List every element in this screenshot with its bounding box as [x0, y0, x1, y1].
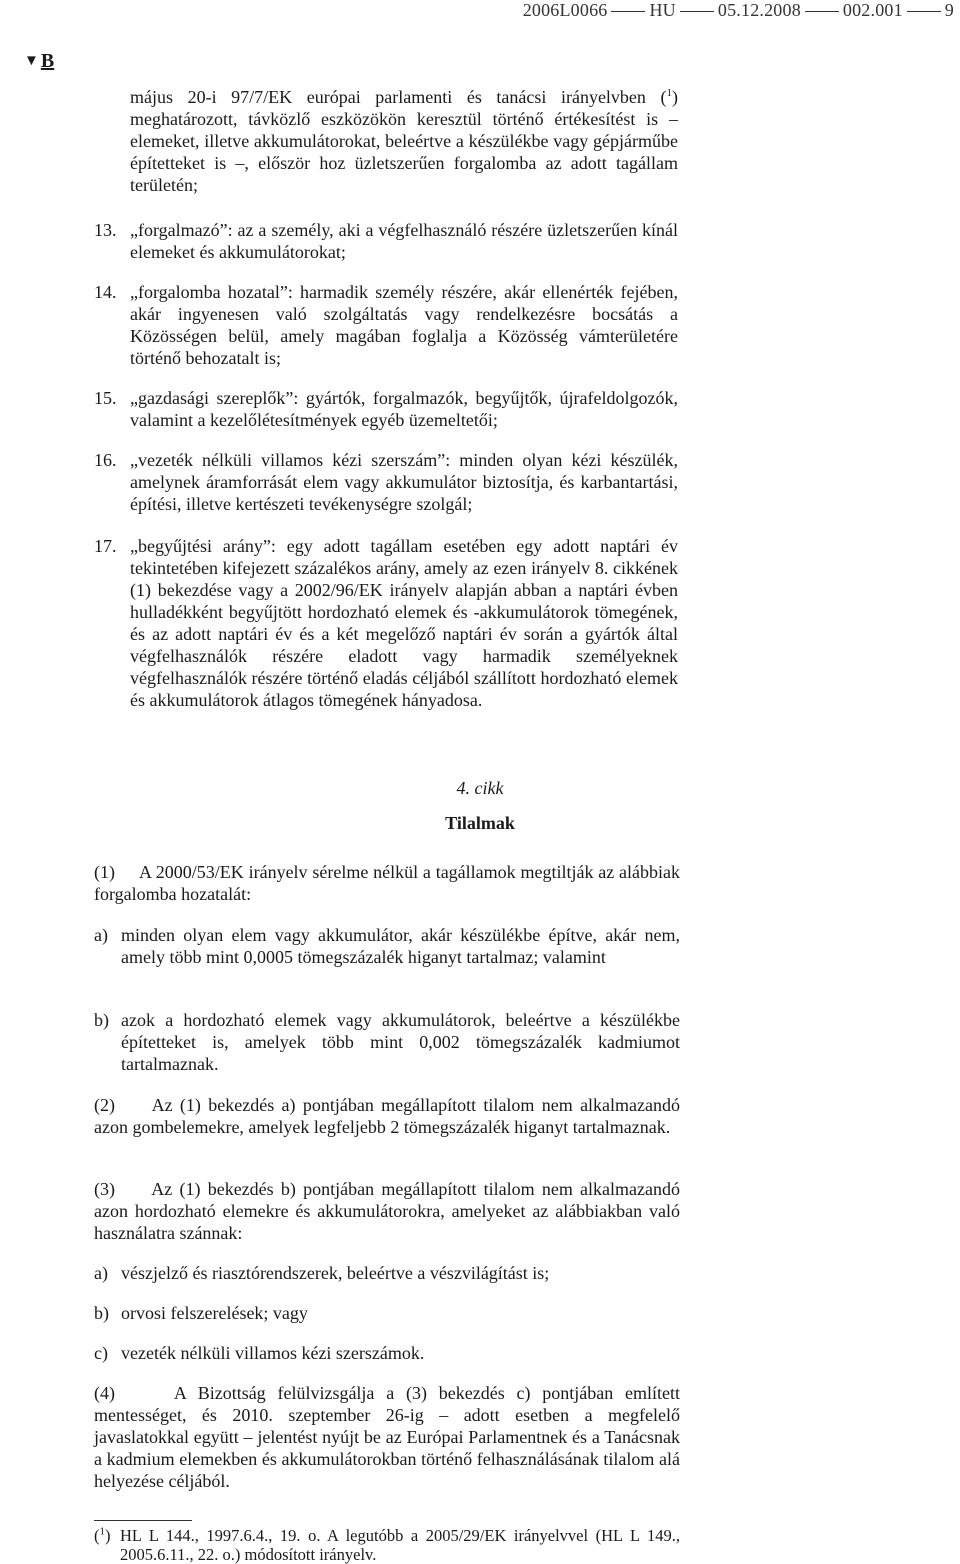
article-number: 4. cikk — [456, 778, 504, 798]
paragraph-number: (3) — [94, 1179, 115, 1199]
definition-text: „begyűjtési arány”: egy adott tagállam esetében egy adott naptári év tekintetében kifejezett százalékos arány, amely az ezen irányelv 8. cikkének (1) bekezdése vagy a 2002/96/EK irányelv alapján abban a naptári évben hulladékként begyűjtött hordozható elemek és -akkumulátorok tömegének, és az adott naptári év és a két megelőző naptári év során a gyártók által végfelhasználók részére eladott vagy harmadik személyeknek végfelhasználók részére történő eladás céljából szállított hordozható elemek és akkumulátorok átlagos tömegének hányadosa. — [130, 536, 678, 710]
list-item — [94, 924, 680, 968]
list-item — [94, 1262, 680, 1284]
list-item-text: vezeték nélküli villamos kézi szerszámok. — [121, 1343, 425, 1363]
page-header — [523, 0, 954, 21]
list-item-letter: b) — [94, 1303, 109, 1323]
amendment-marker — [24, 50, 54, 73]
paragraph-text: A Bizottság felülvizsgálja a (3) bekezdés c) pontjában említett mentességet, és 2010. szeptember 26-ig – adott esetben a megfelelő javaslatokkal együtt – jelentést nyújt be az Európai Parlamentnek és a Tanácsnak a kadmium elemekben és akkumulátorokban történő felhasználásának tilalom alá helyezése céljából. — [94, 1383, 680, 1491]
paragraph-number: (2) — [94, 1095, 115, 1115]
footnote — [94, 1526, 680, 1564]
doc-version: 002.001 — [842, 0, 903, 20]
footnote-number: ($^1$) — [94, 1525, 111, 1545]
definition-item — [94, 449, 678, 515]
doc-lang: HU — [649, 0, 676, 20]
header-separator — [907, 11, 941, 12]
page-number: 9 — [944, 0, 954, 20]
paragraph-text: A 2000/53/EK irányelv sérelme nélkül a tagállamok megtiltják az alábbiak forgalomba hozatalát: — [94, 862, 680, 904]
definition-text: „gazdasági szereplők”: gyártók, forgalmazók, begyűjtők, újrafeldolgozók, valamint a kezelőlétesítmények egyéb üzemeltetői; — [130, 388, 678, 430]
list-item — [94, 1342, 680, 1364]
definition-text: „forgalomba hozatal”: harmadik személy részére, akár ellenérték fejében, akár ingyenesen való szolgáltatás vagy rendelkezésre bocsátás a Közösségen belül, amely magában foglalja a Közösség vámterületére történő behozatalt is; — [130, 282, 678, 368]
footnote-separator — [94, 1520, 192, 1521]
paragraph-number: (4) — [94, 1383, 115, 1403]
definition-text: „forgalmazó”: az a személy, aki a végfelhasználó részére üzletszerűen kínál elemeket és akkumulátorokat; — [130, 220, 678, 262]
list-item-letter: b) — [94, 1010, 109, 1030]
marker-label: B — [40, 50, 55, 72]
paragraph — [94, 861, 680, 905]
doc-id: 2006L0066 — [522, 0, 608, 20]
definition-text: „vezeték nélküli villamos kézi szerszám”: minden olyan kézi készülék, amelynek áramforrását elem vagy akkumulátor biztosítja, és karbantartási, építési, illetve kertészeti tevékenységre szolgál; — [130, 450, 678, 514]
header-separator — [611, 11, 645, 12]
list-item — [94, 1302, 680, 1324]
definition-item — [94, 387, 678, 431]
definition-item — [94, 219, 678, 263]
list-item-text: azok a hordozható elemek vagy akkumulátorok, beleértve a készülékbe építetteket is, amelyek több mint 0,002 tömegszázalék kadmiumot tartalmaznak. — [121, 1010, 680, 1074]
list-item — [94, 1009, 680, 1075]
paragraph-text: Az (1) bekezdés b) pontjában megállapított tilalom nem alkalmazandó azon hordozható elemekre és akkumulátorokra, amelyeket az alábbiakban való használatra szánnak: — [94, 1179, 681, 1243]
paragraph-number: (1) — [94, 862, 115, 882]
list-item-text: minden olyan elem vagy akkumulátor, akár készülékbe építve, akár nem, amely több mint 0,0005 tömegszázalék higanyt tartalmaz; valamint — [121, 925, 680, 967]
definition-number: 15. — [94, 388, 117, 408]
paragraph — [94, 1178, 680, 1244]
list-item-text: vészjelző és riasztórendszerek, beleértve a vészvilágítást is; — [121, 1263, 550, 1283]
footnote-text: HL L 144., 1997.6.4., 19. o. A legutóbb a 2005/29/EK irányelvvel (HL L 149., 2005.6.11., 22. o.) módosított irányelv. — [120, 1526, 680, 1564]
definition-number: 17. — [94, 536, 117, 556]
list-item-letter: a) — [94, 925, 108, 945]
header-separator — [805, 11, 839, 12]
list-item-letter: c) — [94, 1343, 108, 1363]
header-separator — [680, 11, 714, 12]
triangle-down-icon: ▼ — [24, 53, 39, 69]
intro-text: május 20-i 97/7/EK európai parlamenti és tanácsi irányelvben ($^1$) meghatározott, távközlő eszközökön keresztül történő értékesítést is – elemeket, illetve akkumulátorokat, beleértve a készülékbe vagy gépjárműbe építetteket is –, először hoz üzletszerűen forgalomba az adott tagállam területén; — [130, 87, 678, 195]
definition-number: 16. — [94, 450, 117, 470]
list-item-text: orvosi felszerelések; vagy — [121, 1303, 308, 1323]
intro-paragraph — [130, 86, 678, 196]
definition-item — [94, 535, 678, 711]
paragraph-text: Az (1) bekezdés a) pontjában megállapított tilalom nem alkalmazandó azon gombelemekre, amelyek legfeljebb 2 tömegszázalék higanyt tartalmaznak. — [94, 1095, 681, 1137]
paragraph — [94, 1382, 680, 1492]
definition-item — [94, 281, 678, 369]
list-item-letter: a) — [94, 1263, 108, 1283]
definition-number: 14. — [94, 282, 117, 302]
doc-date: 05.12.2008 — [717, 0, 801, 20]
definition-number: 13. — [94, 220, 117, 240]
paragraph — [94, 1094, 680, 1138]
article-title: Tilalmak — [445, 813, 515, 833]
